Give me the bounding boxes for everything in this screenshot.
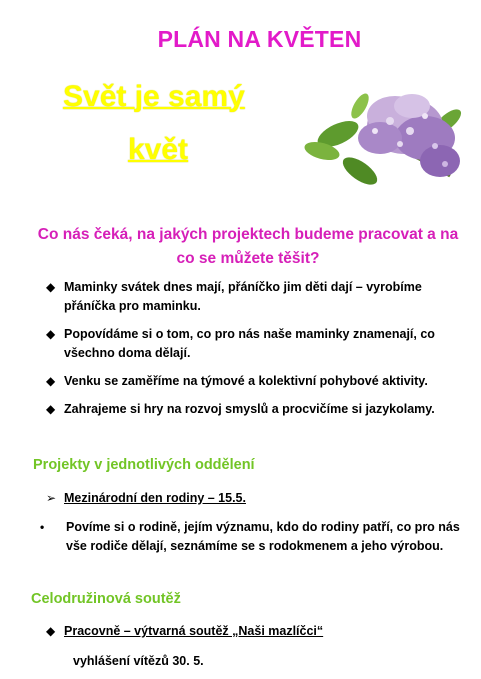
competition-title: Pracovně – výtvarná soutěž „Naši mazlíčci“ — [64, 624, 324, 638]
project-description: • Povíme si o rodině, jejím významu, kdo do rodiny patří, co pro nás vše rodiče dělají, seznámíme se s rodokmenem a jeho výrobou. — [40, 520, 460, 553]
diamond-bullet-icon: ◆ — [46, 624, 56, 638]
lilac-image — [300, 76, 470, 194]
diamond-bullet-icon: ◆ — [46, 280, 56, 294]
bullet-item — [46, 400, 446, 419]
bullet-item — [46, 372, 446, 391]
projects-heading: Projekty v jednotlivých oddělení — [33, 457, 255, 473]
dot-bullet-icon: • — [40, 520, 45, 534]
bullet-text: Zahrajeme si hry na rozvoj smyslů a procvičíme si jazykolamy. — [64, 402, 435, 416]
competition-note: vyhlášení vítězů 30. 5. — [73, 654, 204, 668]
question-heading: Co nás čeká, na jakých projektech budeme pracovat a na co se můžete těšit? — [37, 226, 459, 267]
competition-item — [46, 622, 446, 641]
project-title: Mezinárodní den rodiny – 15.5. — [64, 491, 246, 505]
bullet-text: Popovídáme si o tom, co pro nás naše maminky znamenají, co všechno doma dělají. — [64, 327, 435, 360]
subtitle-line-2: květ — [128, 133, 189, 166]
arrow-bullet-icon: ➢ — [46, 491, 57, 505]
bullet-text: Maminky svátek dnes mají, přáníčko jim děti dají – vyrobíme přáníčka pro maminku. — [64, 280, 422, 313]
competition-heading: Celodružinová soutěž — [31, 591, 181, 607]
bullet-item — [46, 325, 446, 363]
diamond-bullet-icon: ◆ — [46, 374, 56, 388]
subtitle-line-1: Svět je samý — [63, 80, 245, 113]
diamond-bullet-icon: ◆ — [46, 327, 56, 341]
page-title: PLÁN NA KVĚTEN — [157, 26, 362, 52]
diamond-bullet-icon: ◆ — [46, 402, 56, 416]
bullet-text: Venku se zaměříme na týmové a kolektivní pohybové aktivity. — [64, 374, 428, 388]
lilac-blossoms — [358, 94, 460, 177]
bullet-item — [46, 278, 446, 316]
project-item — [46, 489, 446, 508]
